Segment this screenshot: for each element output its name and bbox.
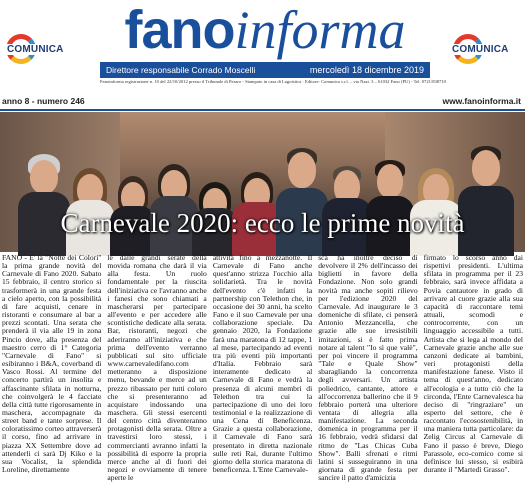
person-figure [232, 150, 282, 256]
comunica-logo-left [0, 34, 82, 68]
newspaper-title [100, 2, 430, 58]
person-figure [410, 148, 462, 256]
article-column: sca ha inoltre deciso di devolvere il 2% dell'incasso dei biglietti in favore della Fondazione. Non solo grandi novità ma anche sopiti rilievo per l'edizione 2020 del Carnevale. Ad inaugurare le 3 domeniche di sfilate, ci penserà Antonio Mezzancella, che grazie alle sue irresistibili imitazioni, si è fatto prima notare al talent "Io sì que valè", per poi vincere il programma "Tale e Quale Show" sbaragliando la concorrenza degli avversari. Un artista poliedrico, cantante, attore e all'occorrenza ballerino che il 9 febbraio porterà una ulteriore ventata di allegria alla manifestazione. La seconda domenica in programma per il 16 febbraio, vedrà sfidarsi dal ritmo de "Las Chicas Cuba Show". Balli sfrenati e ritmi latini si susseguiranno in una giornata di grande festa per sancire il patto d'amicizia [318, 253, 418, 482]
masthead [0, 0, 525, 86]
issue-date: mercoledì 18 dicembre 2019 [309, 65, 424, 75]
issue-row [0, 96, 525, 108]
issue-number: anno 8 - numero 246 [2, 96, 85, 106]
logo-text: COMUNICA [452, 44, 509, 55]
article-column: le dalle grandi serate della movida romana che darà il via alla festa. Un ruolo fondamentale per la riuscita dell'iniziativa ce l'avranno anche i fanesi che sono chiamati a mascherarsi per partecipare all'evento e per accedere alle scontistiche dedicate alla serata. Bar, ristoranti, negozi che aderiranno all'iniziativa e che prima dell'evento verranno pubblicati sul sito ufficiale www.carnevaledifano.com metteranno a disposizione menu, bevande e merce ad un prezzo ribassato per tutti coloro che si presenteranno ad acquistare indossando una maschera. Gli stessi esercenti del centro città diventeranno protagonisti della serata. Oltre a travestirsi loro stessi, i commercianti avranno infatti la possibilità di esporre la propria merce anche al di fuori dei negozi e ovviamente di tenere aperte le [107, 253, 207, 482]
article-headline: Carnevale 2020: ecco le prime novità [60, 208, 465, 238]
logo-text: COMUNICA [7, 44, 64, 55]
person-figure [322, 146, 372, 256]
group-photo [0, 112, 525, 252]
article-column: FANO - E' la "Notte dei Colori" la prima grande novità del Carnevale di Fano 2020. Sabato 15 febbraio, il centro storico si trasformerà in una grande festa a cielo aperto, con la possibilità di fare acquisti, cenare in ristoranti e consumare al bar a prezzi scontati. Una serata che prenderà il via alle 19 in zona Pincio dove, alla presenza del maestro cerro di 1° Categoria "Carnevale di Fano" si esibiranno i B&A, coverband di Vasco Rossi. Al termine del concerto partirà un insolita e affascinante sfilata in notturna, che coinvolgerà le 4 facciate della città tutte rigorosamente in maschera, accompagnate da street band e tante sorprese. Il coloratissimo corteo attraverserà il corso, fino ad arrivare in piazza XX Settembre dove ad attenderli ci sarà Dj Kiko e la sua Vocalist, la splendida Loreline, direttamente [2, 253, 102, 475]
director-name: Direttore responsabile Corrado Moscelli [106, 65, 256, 75]
article-column: firmato lo scorso anno dai rispettivi presidenti. L'ultima sfilata in programma per il 23 febbraio, sarà invece affidata a Povia cantautore in grado di arrivare al cuore grazie alla sua capacità di raccontare temi attuali, scomodi e controcorrente, con un linguaggio accessibile a tutti. Artista che si lega al mondo del Carnevale grazie anche alle sue canzoni dedicate ai bambini, veri protagonisti della manifestazione fanese. Visto il tema di quest'anno, dedicato all'ecologia e a tutto ciò che la circonda, l'Ente Carnevalesca ha deciso di "ringraziare" un esperto del settore, che è raccontato l'ecosostenibilità, in una maniera tutta particolare: da Zelig Circus al Carnevale di Fano il passo è breve, Diego Parassole, eco-comico come si definisce lui stesso, si esibirà durante il "Martedì Grasso". [423, 253, 524, 475]
article-column: attività fino a mezzanotte. Il Carnevale di Fano anche quest'anno strizza l'occhio alla solidarietà. Tra le novità dell'evento c'è infatti la partnership con Telethon che, in occasione dei 30 anni, ha scelto Fano e il suo Carnevale per una collaborazione speciale. Da gennaio 2020, la Fondazione farà una maratona di 12 tappe, 1 al mese, partecipando ad eventi tra più eventi più importanti d'Italia. Febbraio sarà interamente dedicato al Carnevale di Fano e vedrà la presenza di alcuni membri di Telethon tra cui la partecipazione di uno dei loro testimonial e la realizzazione di una Cena di Beneficenza. Grazie a questa collaborazione, il Carnevale di Fano sarà presentato in diretta nazionale sulle reti Rai, durante l'ultimo giorno della storica maratona di beneficenza. L'Ente Carnevale- [212, 253, 313, 475]
person-figure [150, 144, 198, 256]
registration-line: Fanoinforma registrazione n. 10 del 22/10/2012 presso il Tribunale di Pesaro - Stampato in casa di Lagoistica · Editore: Comunica s.r.l. – via Nazi. 3 – 61032 Fano (PU) - Tel. 0721/838710 [100, 79, 446, 84]
title-informa: informa [234, 0, 406, 60]
director-bar [100, 62, 430, 78]
person-figure [66, 146, 114, 256]
comunica-logo-right [443, 34, 525, 68]
website-link[interactable]: www.fanoinforma.it [442, 96, 521, 106]
title-fano: fano [124, 0, 235, 60]
divider [0, 109, 525, 111]
article-body [2, 253, 524, 482]
